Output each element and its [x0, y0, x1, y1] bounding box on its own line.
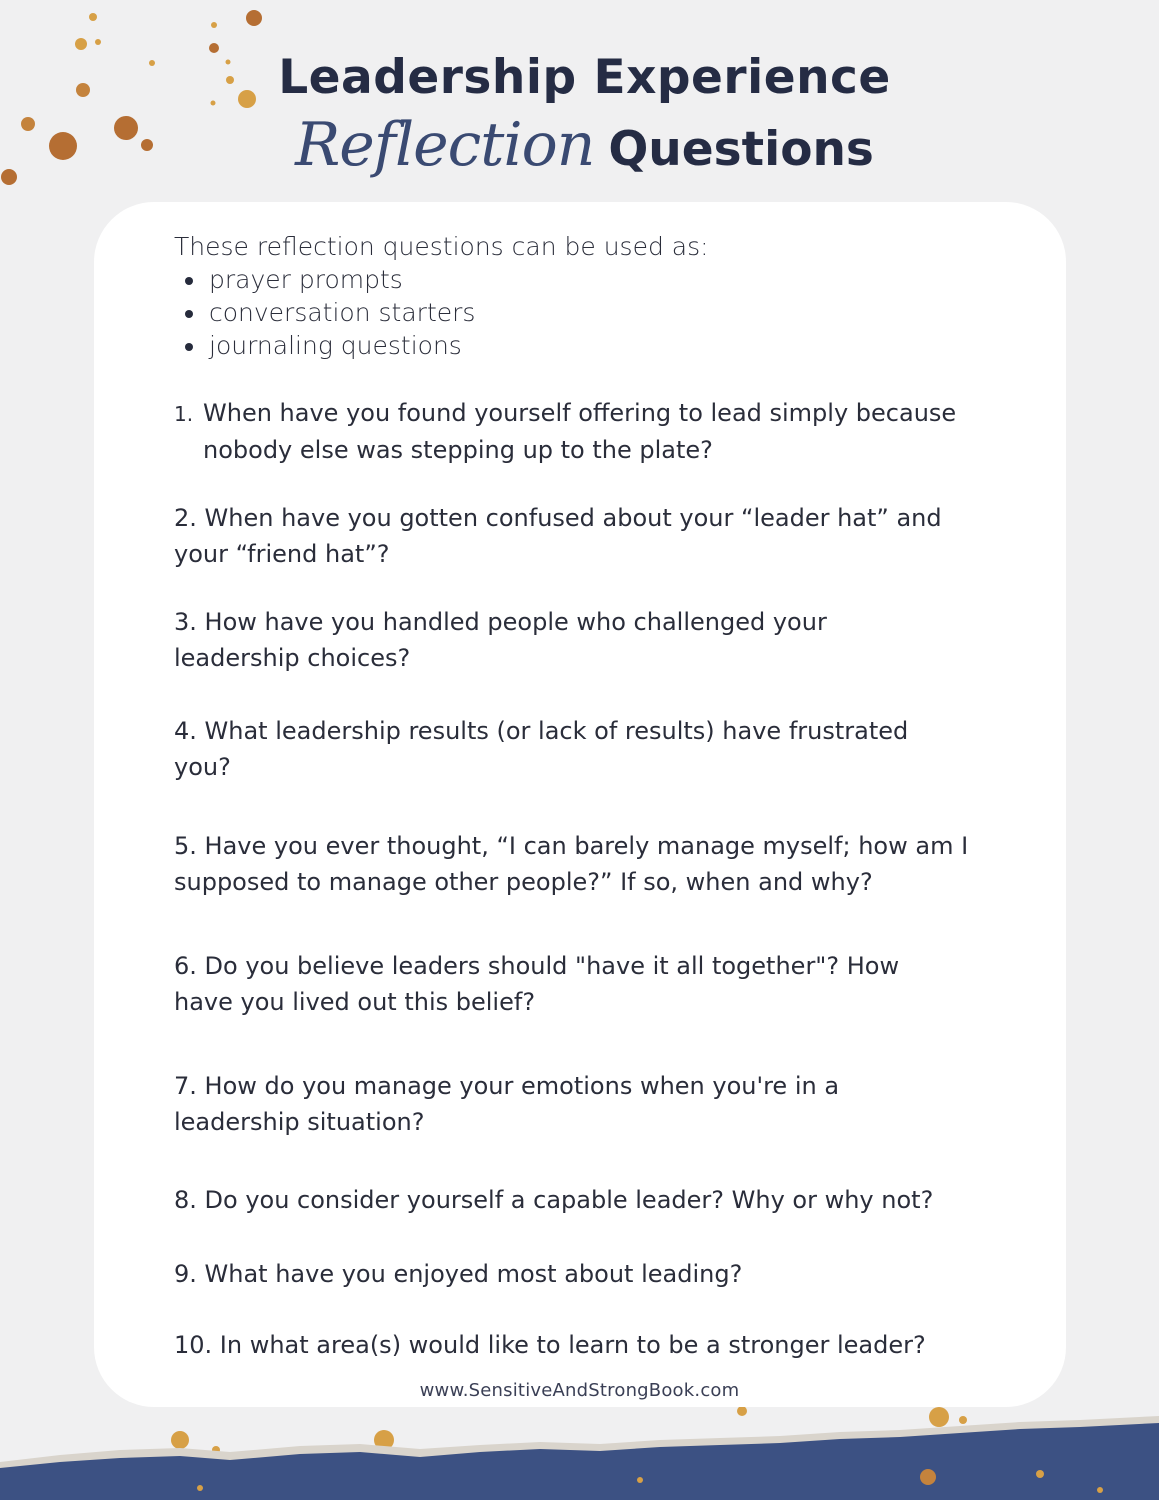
question-2: 2. When have you gotten confused about your “leader hat” and your “friend hat”? [174, 504, 942, 568]
intro-block [174, 230, 709, 362]
question-text-continued: nobody else was stepping up to the plate? [203, 436, 713, 464]
title-line-2 [0, 110, 1159, 195]
question-10: 10. In what area(s) would like to learn to be a stronger leader? [174, 1331, 926, 1359]
website-url: www.SensitiveAndStrongBook.com [419, 1380, 740, 1401]
question-7: 7. How do you manage your emotions when you're in a leadership situation? [174, 1072, 840, 1136]
question-3: 3. How have you handled people who challenged your leadership choices? [174, 608, 827, 672]
question-1 [174, 395, 994, 468]
intro-lead: These reflection questions can be used as: [174, 232, 709, 261]
navy-paper-band [0, 1400, 1159, 1500]
question-9: 9. What have you enjoyed most about leading? [174, 1260, 743, 1288]
question-8: 8. Do you consider yourself a capable leader? Why or why not? [174, 1186, 934, 1214]
question-6: 6. Do you believe leaders should "have it all together"? How have you lived out this belief? [174, 952, 900, 1016]
title-line-1: Leadership Experience [278, 50, 891, 105]
list-item: prayer prompts [209, 263, 709, 296]
uses-list [174, 263, 709, 362]
question-4: 4. What leadership results (or lack of results) have frustrated you? [174, 717, 909, 781]
list-item: conversation starters [209, 296, 709, 329]
title-script-word: Reflection [295, 110, 595, 180]
question-text: When have you found yourself offering to lead simply because [203, 399, 957, 427]
question-number: 1. [174, 402, 194, 426]
list-item: journaling questions [209, 329, 709, 362]
content-card [94, 202, 1066, 1407]
title-questions-word: Questions [608, 122, 874, 177]
question-5: 5. Have you ever thought, “I can barely manage myself; how am I supposed to manage other people?” If so, when and why? [174, 832, 969, 896]
page-title [0, 48, 1159, 195]
